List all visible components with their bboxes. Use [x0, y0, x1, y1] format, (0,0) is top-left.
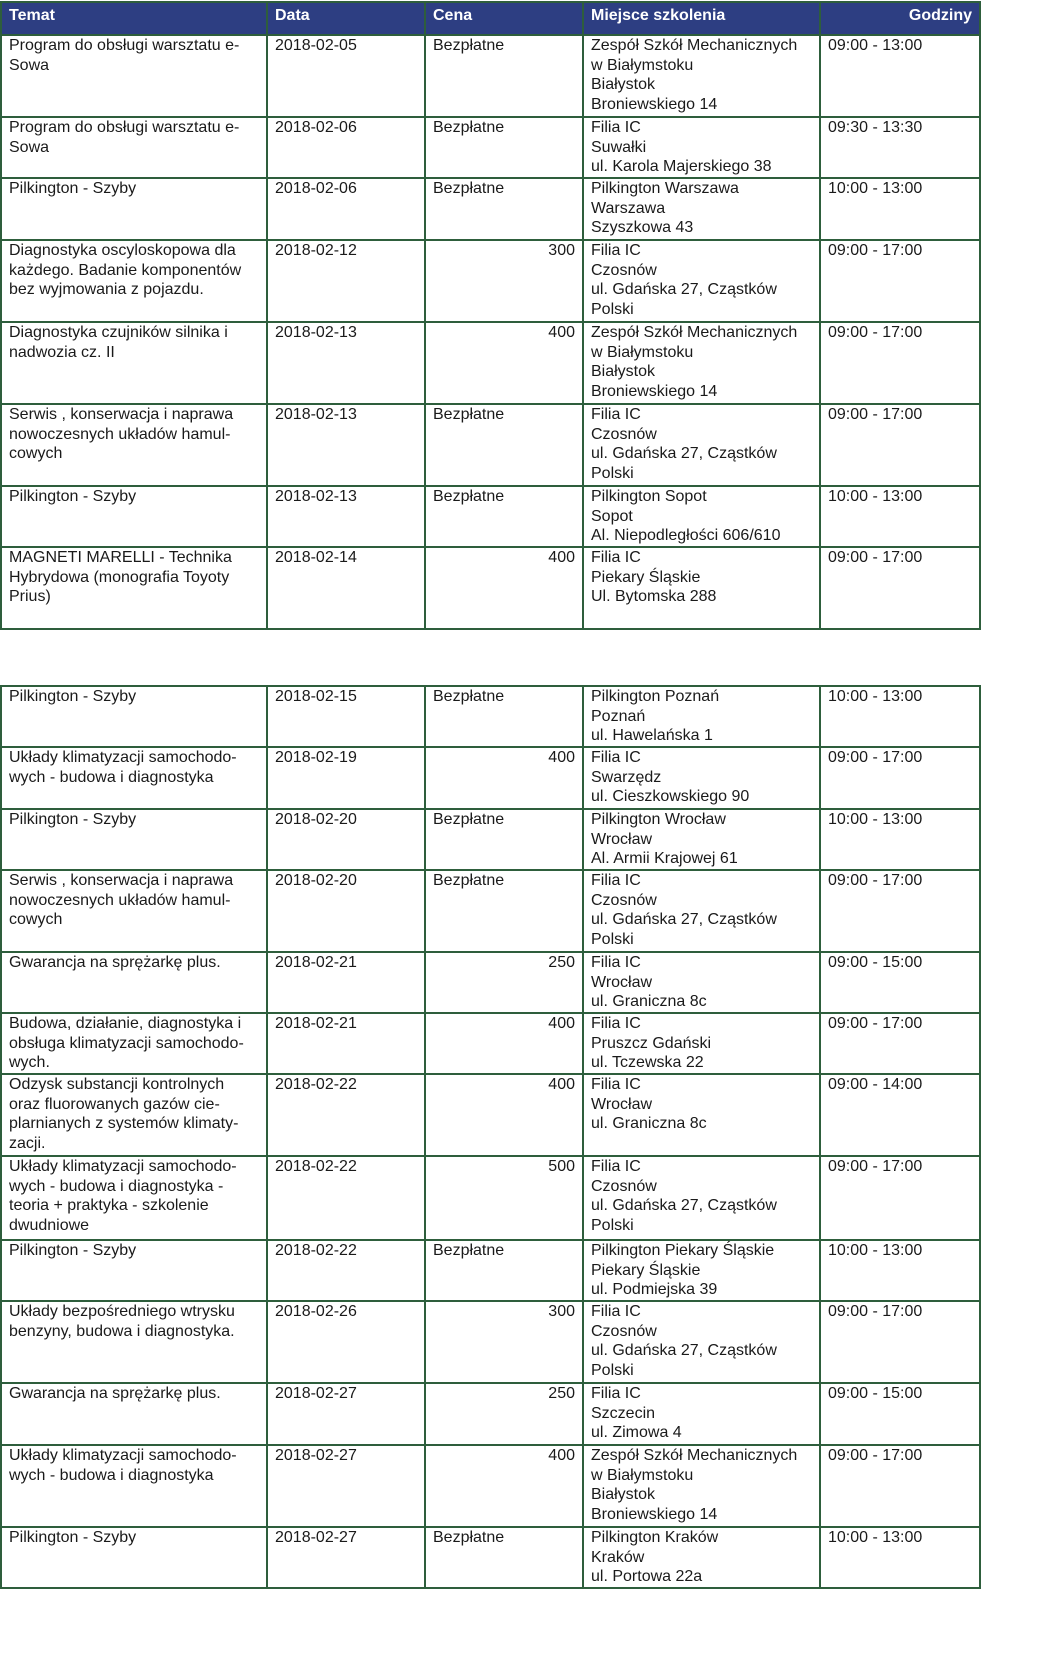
cell-place: Filia IC Czosnów ul. Gdańska 27, Cząstków Polski [583, 870, 820, 952]
cell-price: 400 [425, 747, 583, 809]
table-row [1, 1301, 980, 1383]
cell-place: Filia IC Czosnów ul. Gdańska 27, Cząstków Polski [583, 240, 820, 322]
cell-place: Filia IC Czosnów ul. Gdańska 27, Cząstków Polski [583, 1301, 820, 1383]
cell-place: Pilkington Poznań Poznań ul. Hawelańska 1 [583, 686, 820, 747]
cell-place: Filia IC Piekary Śląskie Ul. Bytomska 288 [583, 547, 820, 629]
cell-date: 2018-02-27 [267, 1383, 425, 1445]
table-row [1, 404, 980, 486]
cell-place: Pilkington Wrocław Wrocław Al. Armii Krajowej 61 [583, 809, 820, 870]
cell-place: Zespół Szkół Mechanicznych w Białymstoku Białystok Broniewskiego 14 [583, 1445, 820, 1527]
cell-topic: Pilkington - Szyby [1, 486, 267, 547]
cell-date: 2018-02-22 [267, 1074, 425, 1156]
cell-place: Zespół Szkół Mechanicznych w Białymstoku Białystok Broniewskiego 14 [583, 35, 820, 117]
cell-hours: 09:00 - 15:00 [820, 952, 980, 1013]
table-row [1, 117, 980, 178]
cell-price: 400 [425, 547, 583, 629]
cell-topic: Serwis , konserwacja i naprawa nowoczesnych układów hamul- cowych [1, 404, 267, 486]
cell-date: 2018-02-15 [267, 686, 425, 747]
cell-price: Bezpłatne [425, 1527, 583, 1588]
table-row [1, 1445, 980, 1527]
cell-price: Bezpłatne [425, 404, 583, 486]
cell-date: 2018-02-26 [267, 1301, 425, 1383]
cell-hours: 09:00 - 17:00 [820, 1013, 980, 1074]
table-row [1, 747, 980, 809]
header-place: Miejsce szkolenia [583, 2, 820, 35]
cell-place: Filia IC Wrocław ul. Graniczna 8c [583, 1074, 820, 1156]
cell-topic: Układy klimatyzacji samochodo- wych - budowa i diagnostyka - teoria + praktyka - szkolenie dwudniowe [1, 1156, 267, 1240]
cell-date: 2018-02-27 [267, 1527, 425, 1588]
cell-hours: 09:00 - 17:00 [820, 404, 980, 486]
cell-date: 2018-02-14 [267, 547, 425, 629]
cell-topic: Układy bezpośredniego wtrysku benzyny, budowa i diagnostyka. [1, 1301, 267, 1383]
table-row [1, 240, 980, 322]
cell-price: 400 [425, 1445, 583, 1527]
cell-topic: Pilkington - Szyby [1, 809, 267, 870]
cell-hours: 09:00 - 17:00 [820, 1445, 980, 1527]
cell-date: 2018-02-19 [267, 747, 425, 809]
table-row [1, 1156, 980, 1240]
table-row [1, 1383, 980, 1445]
cell-price: 400 [425, 1013, 583, 1074]
cell-topic: Pilkington - Szyby [1, 1527, 267, 1588]
table-row [1, 809, 980, 870]
cell-hours: 09:00 - 15:00 [820, 1383, 980, 1445]
cell-hours: 09:00 - 17:00 [820, 547, 980, 629]
table-row [1, 686, 980, 747]
cell-topic: Pilkington - Szyby [1, 686, 267, 747]
cell-price: 300 [425, 1301, 583, 1383]
cell-topic: Odzysk substancji kontrolnych oraz fluorowanych gazów cie- plarnianych z systemów klimaty- zacji. [1, 1074, 267, 1156]
cell-topic: Diagnostyka czujników silnika i nadwozia cz. II [1, 322, 267, 404]
cell-price: Bezpłatne [425, 117, 583, 178]
table-row [1, 870, 980, 952]
cell-date: 2018-02-06 [267, 117, 425, 178]
cell-price: Bezpłatne [425, 1240, 583, 1301]
cell-topic: Program do obsługi warsztatu e- Sowa [1, 117, 267, 178]
cell-price: Bezpłatne [425, 809, 583, 870]
cell-price: Bezpłatne [425, 486, 583, 547]
cell-topic: Gwarancja na sprężarkę plus. [1, 952, 267, 1013]
cell-place: Pilkington Piekary Śląskie Piekary Śląskie ul. Podmiejska 39 [583, 1240, 820, 1301]
cell-date: 2018-02-12 [267, 240, 425, 322]
cell-hours: 09:00 - 17:00 [820, 1301, 980, 1383]
cell-price: Bezpłatne [425, 870, 583, 952]
cell-topic: Pilkington - Szyby [1, 1240, 267, 1301]
cell-topic: Serwis , konserwacja i naprawa nowoczesnych układów hamul- cowych [1, 870, 267, 952]
cell-date: 2018-02-22 [267, 1156, 425, 1240]
cell-price: 300 [425, 240, 583, 322]
cell-place: Filia IC Wrocław ul. Graniczna 8c [583, 952, 820, 1013]
cell-place: Filia IC Czosnów ul. Gdańska 27, Cząstków Polski [583, 1156, 820, 1240]
cell-date: 2018-02-13 [267, 322, 425, 404]
cell-date: 2018-02-13 [267, 404, 425, 486]
cell-place: Filia IC Szczecin ul. Zimowa 4 [583, 1383, 820, 1445]
cell-price: 500 [425, 1156, 583, 1240]
header-hours: Godziny [820, 2, 980, 35]
cell-date: 2018-02-05 [267, 35, 425, 117]
table-row [1, 952, 980, 1013]
cell-hours: 09:00 - 17:00 [820, 322, 980, 404]
header-topic: Temat [1, 2, 267, 35]
cell-date: 2018-02-20 [267, 809, 425, 870]
cell-topic: Układy klimatyzacji samochodo- wych - budowa i diagnostyka [1, 1445, 267, 1527]
cell-price: 400 [425, 1074, 583, 1156]
cell-topic: Układy klimatyzacji samochodo- wych - budowa i diagnostyka [1, 747, 267, 809]
header-row [1, 2, 980, 35]
cell-hours: 10:00 - 13:00 [820, 1240, 980, 1301]
cell-price: Bezpłatne [425, 686, 583, 747]
cell-topic: Program do obsługi warsztatu e- Sowa [1, 35, 267, 117]
training-schedule-table-2 [0, 685, 981, 1589]
cell-place: Filia IC Pruszcz Gdański ul. Tczewska 22 [583, 1013, 820, 1074]
cell-date: 2018-02-22 [267, 1240, 425, 1301]
table-row [1, 1527, 980, 1588]
cell-topic: Budowa, działanie, diagnostyka i obsługa klimatyzacji samochodo- wych. [1, 1013, 267, 1074]
cell-topic: Gwarancja na sprężarkę plus. [1, 1383, 267, 1445]
cell-place: Zespół Szkół Mechanicznych w Białymstoku Białystok Broniewskiego 14 [583, 322, 820, 404]
cell-hours: 10:00 - 13:00 [820, 686, 980, 747]
cell-hours: 10:00 - 13:00 [820, 1527, 980, 1588]
cell-hours: 09:00 - 14:00 [820, 1074, 980, 1156]
cell-date: 2018-02-21 [267, 1013, 425, 1074]
table-body [1, 35, 980, 629]
cell-date: 2018-02-06 [267, 178, 425, 240]
cell-topic: Pilkington - Szyby [1, 178, 267, 240]
cell-hours: 09:00 - 17:00 [820, 1156, 980, 1240]
cell-hours: 10:00 - 13:00 [820, 809, 980, 870]
cell-topic: MAGNETI MARELLI - Technika Hybrydowa (monografia Toyoty Prius) [1, 547, 267, 629]
cell-place: Pilkington Warszawa Warszawa Szyszkowa 43 [583, 178, 820, 240]
cell-price: Bezpłatne [425, 178, 583, 240]
cell-place: Filia IC Swarzędz ul. Cieszkowskiego 90 [583, 747, 820, 809]
cell-hours: 09:00 - 17:00 [820, 747, 980, 809]
table-row [1, 1013, 980, 1074]
table-row [1, 1240, 980, 1301]
cell-hours: 09:00 - 17:00 [820, 240, 980, 322]
table-row [1, 178, 980, 240]
cell-price: 250 [425, 952, 583, 1013]
cell-date: 2018-02-13 [267, 486, 425, 547]
header-price: Cena [425, 2, 583, 35]
cell-place: Pilkington Sopot Sopot Al. Niepodległości 606/610 [583, 486, 820, 547]
header-date: Data [267, 2, 425, 35]
cell-date: 2018-02-21 [267, 952, 425, 1013]
cell-date: 2018-02-20 [267, 870, 425, 952]
cell-place: Filia IC Czosnów ul. Gdańska 27, Cząstków Polski [583, 404, 820, 486]
cell-date: 2018-02-27 [267, 1445, 425, 1527]
table-row [1, 35, 980, 117]
table-row [1, 486, 980, 547]
cell-hours: 10:00 - 13:00 [820, 486, 980, 547]
cell-hours: 09:00 - 17:00 [820, 870, 980, 952]
table-row [1, 1074, 980, 1156]
cell-topic: Diagnostyka oscyloskopowa dla każdego. Badanie komponentów bez wyjmowania z pojazdu. [1, 240, 267, 322]
cell-price: 250 [425, 1383, 583, 1445]
cell-hours: 09:30 - 13:30 [820, 117, 980, 178]
table-body [1, 686, 980, 1588]
training-schedule-table-1 [0, 1, 981, 630]
cell-price: Bezpłatne [425, 35, 583, 117]
cell-hours: 10:00 - 13:00 [820, 178, 980, 240]
cell-place: Filia IC Suwałki ul. Karola Majerskiego 38 [583, 117, 820, 178]
table-header [1, 2, 980, 35]
table-row [1, 547, 980, 629]
cell-hours: 09:00 - 13:00 [820, 35, 980, 117]
table-row [1, 322, 980, 404]
cell-price: 400 [425, 322, 583, 404]
cell-place: Pilkington Kraków Kraków ul. Portowa 22a [583, 1527, 820, 1588]
